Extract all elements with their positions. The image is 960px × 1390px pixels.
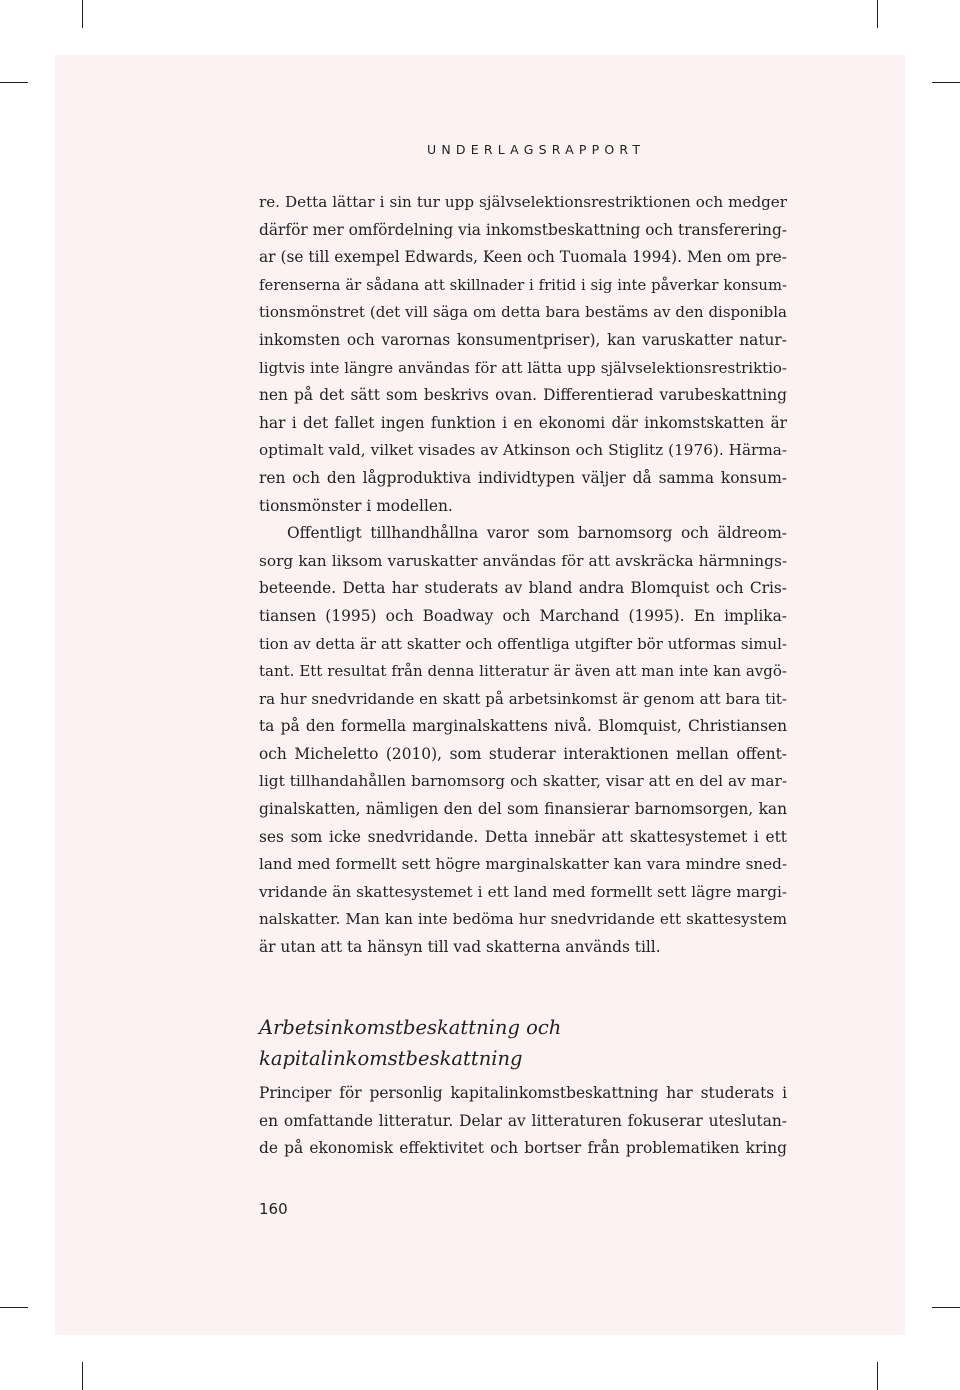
section-body-text: [259, 1080, 787, 1163]
text-line: en omfattande litteratur. Delar av litteraturen fokuserar uteslutan-: [259, 1111, 787, 1130]
text-line: nen på det sätt som beskrivs ovan. Differentierad varubeskattning: [259, 386, 787, 405]
text-line: ligt tillhandahållen barnomsorg och skatter, visar att en del av mar-: [259, 772, 787, 791]
crop-mark: [0, 1307, 28, 1308]
text-line: vridande än skattesystemet i ett land med formellt sett lägre margi-: [259, 882, 787, 901]
text-line: därför mer omfördelning via inkomstbeskattning och transferering-: [259, 220, 787, 239]
text-line: ta på den formella marginalskattens nivå. Blomquist, Christiansen: [259, 717, 787, 736]
text-line: Offentligt tillhandhållna varor som barnomsorg och äldreom-: [287, 524, 787, 543]
crop-mark: [877, 1362, 878, 1390]
text-line: Principer för personlig kapitalinkomstbeskattning har studerats i: [259, 1084, 787, 1102]
text-line: ligtvis inte längre användas för att lätta upp självselektionsrestriktio-: [259, 358, 787, 377]
crop-mark: [82, 0, 83, 28]
text-line: tiansen (1995) och Boadway och Marchand (1995). En implika-: [259, 606, 787, 625]
text-line: ar (se till exempel Edwards, Keen och Tuomala 1994). Men om pre-: [259, 248, 787, 267]
section-heading-line: kapitalinkomstbeskattning: [259, 1047, 523, 1070]
body-text: [259, 189, 787, 962]
text-line: optimalt vald, vilket visades av Atkinson och Stiglitz (1976). Härma-: [259, 441, 787, 460]
text-line: tionsmönster i modellen.: [259, 496, 453, 515]
text-line: tionsmönstret (det vill säga om detta bara bestäms av den disponibla: [259, 303, 787, 322]
text-line: ginalskatten, nämligen den del som finansierar barnomsorgen, kan: [259, 800, 787, 819]
crop-mark: [877, 0, 878, 28]
text-line: nalskatter. Man kan inte bedöma hur snedvridande ett skattesystem: [259, 910, 787, 929]
page-number: 160: [259, 1200, 288, 1218]
text-line: ses som icke snedvridande. Detta innebär att skattesystemet i ett: [259, 827, 787, 846]
text-line: har i det fallet ingen funktion i en ekonomi där inkomstskatten är: [259, 413, 787, 432]
text-line: beteende. Detta har studerats av bland andra Blomquist och Cris-: [259, 579, 787, 598]
text-line: tant. Ett resultat från denna litteratur är även att man inte kan avgö-: [259, 662, 787, 681]
section-heading: [259, 1012, 561, 1074]
text-line: sorg kan liksom varuskatter användas för att avskräcka härmnings-: [259, 551, 787, 570]
text-line: ra hur snedvridande en skatt på arbetsinkomst är genom att bara tit-: [259, 689, 787, 708]
text-line: ferenserna är sådana att skillnader i fritid i sig inte påverkar konsum-: [259, 276, 787, 294]
text-line: de på ekonomisk effektivitet och bortser från problematiken kring: [259, 1139, 787, 1158]
text-line: ren och den lågproduktiva individtypen väljer då samma konsum-: [259, 468, 787, 487]
crop-mark: [932, 1307, 960, 1308]
text-line: re. Detta lättar i sin tur upp självselektionsrestriktionen och medger: [259, 193, 787, 211]
section-heading-line: Arbetsinkomstbeskattning och: [259, 1016, 562, 1039]
crop-mark: [82, 1362, 83, 1390]
running-header: UNDERLAGSRAPPORT: [427, 142, 646, 157]
text-line: och Micheletto (2010), som studerar interaktionen mellan offent-: [259, 744, 787, 763]
text-line: är utan att ta hänsyn till vad skatterna används till.: [259, 938, 661, 957]
text-line: land med formellt sett högre marginalskatter kan vara mindre sned-: [259, 855, 787, 874]
text-line: tion av detta är att skatter och offentliga utgifter bör utformas simul-: [259, 634, 787, 653]
paragraph: [259, 520, 787, 962]
paragraph: [259, 189, 787, 520]
crop-mark: [932, 82, 960, 83]
crop-mark: [0, 82, 28, 83]
text-line: inkomsten och varornas konsumentpriser), kan varuskatter natur-: [259, 330, 787, 349]
